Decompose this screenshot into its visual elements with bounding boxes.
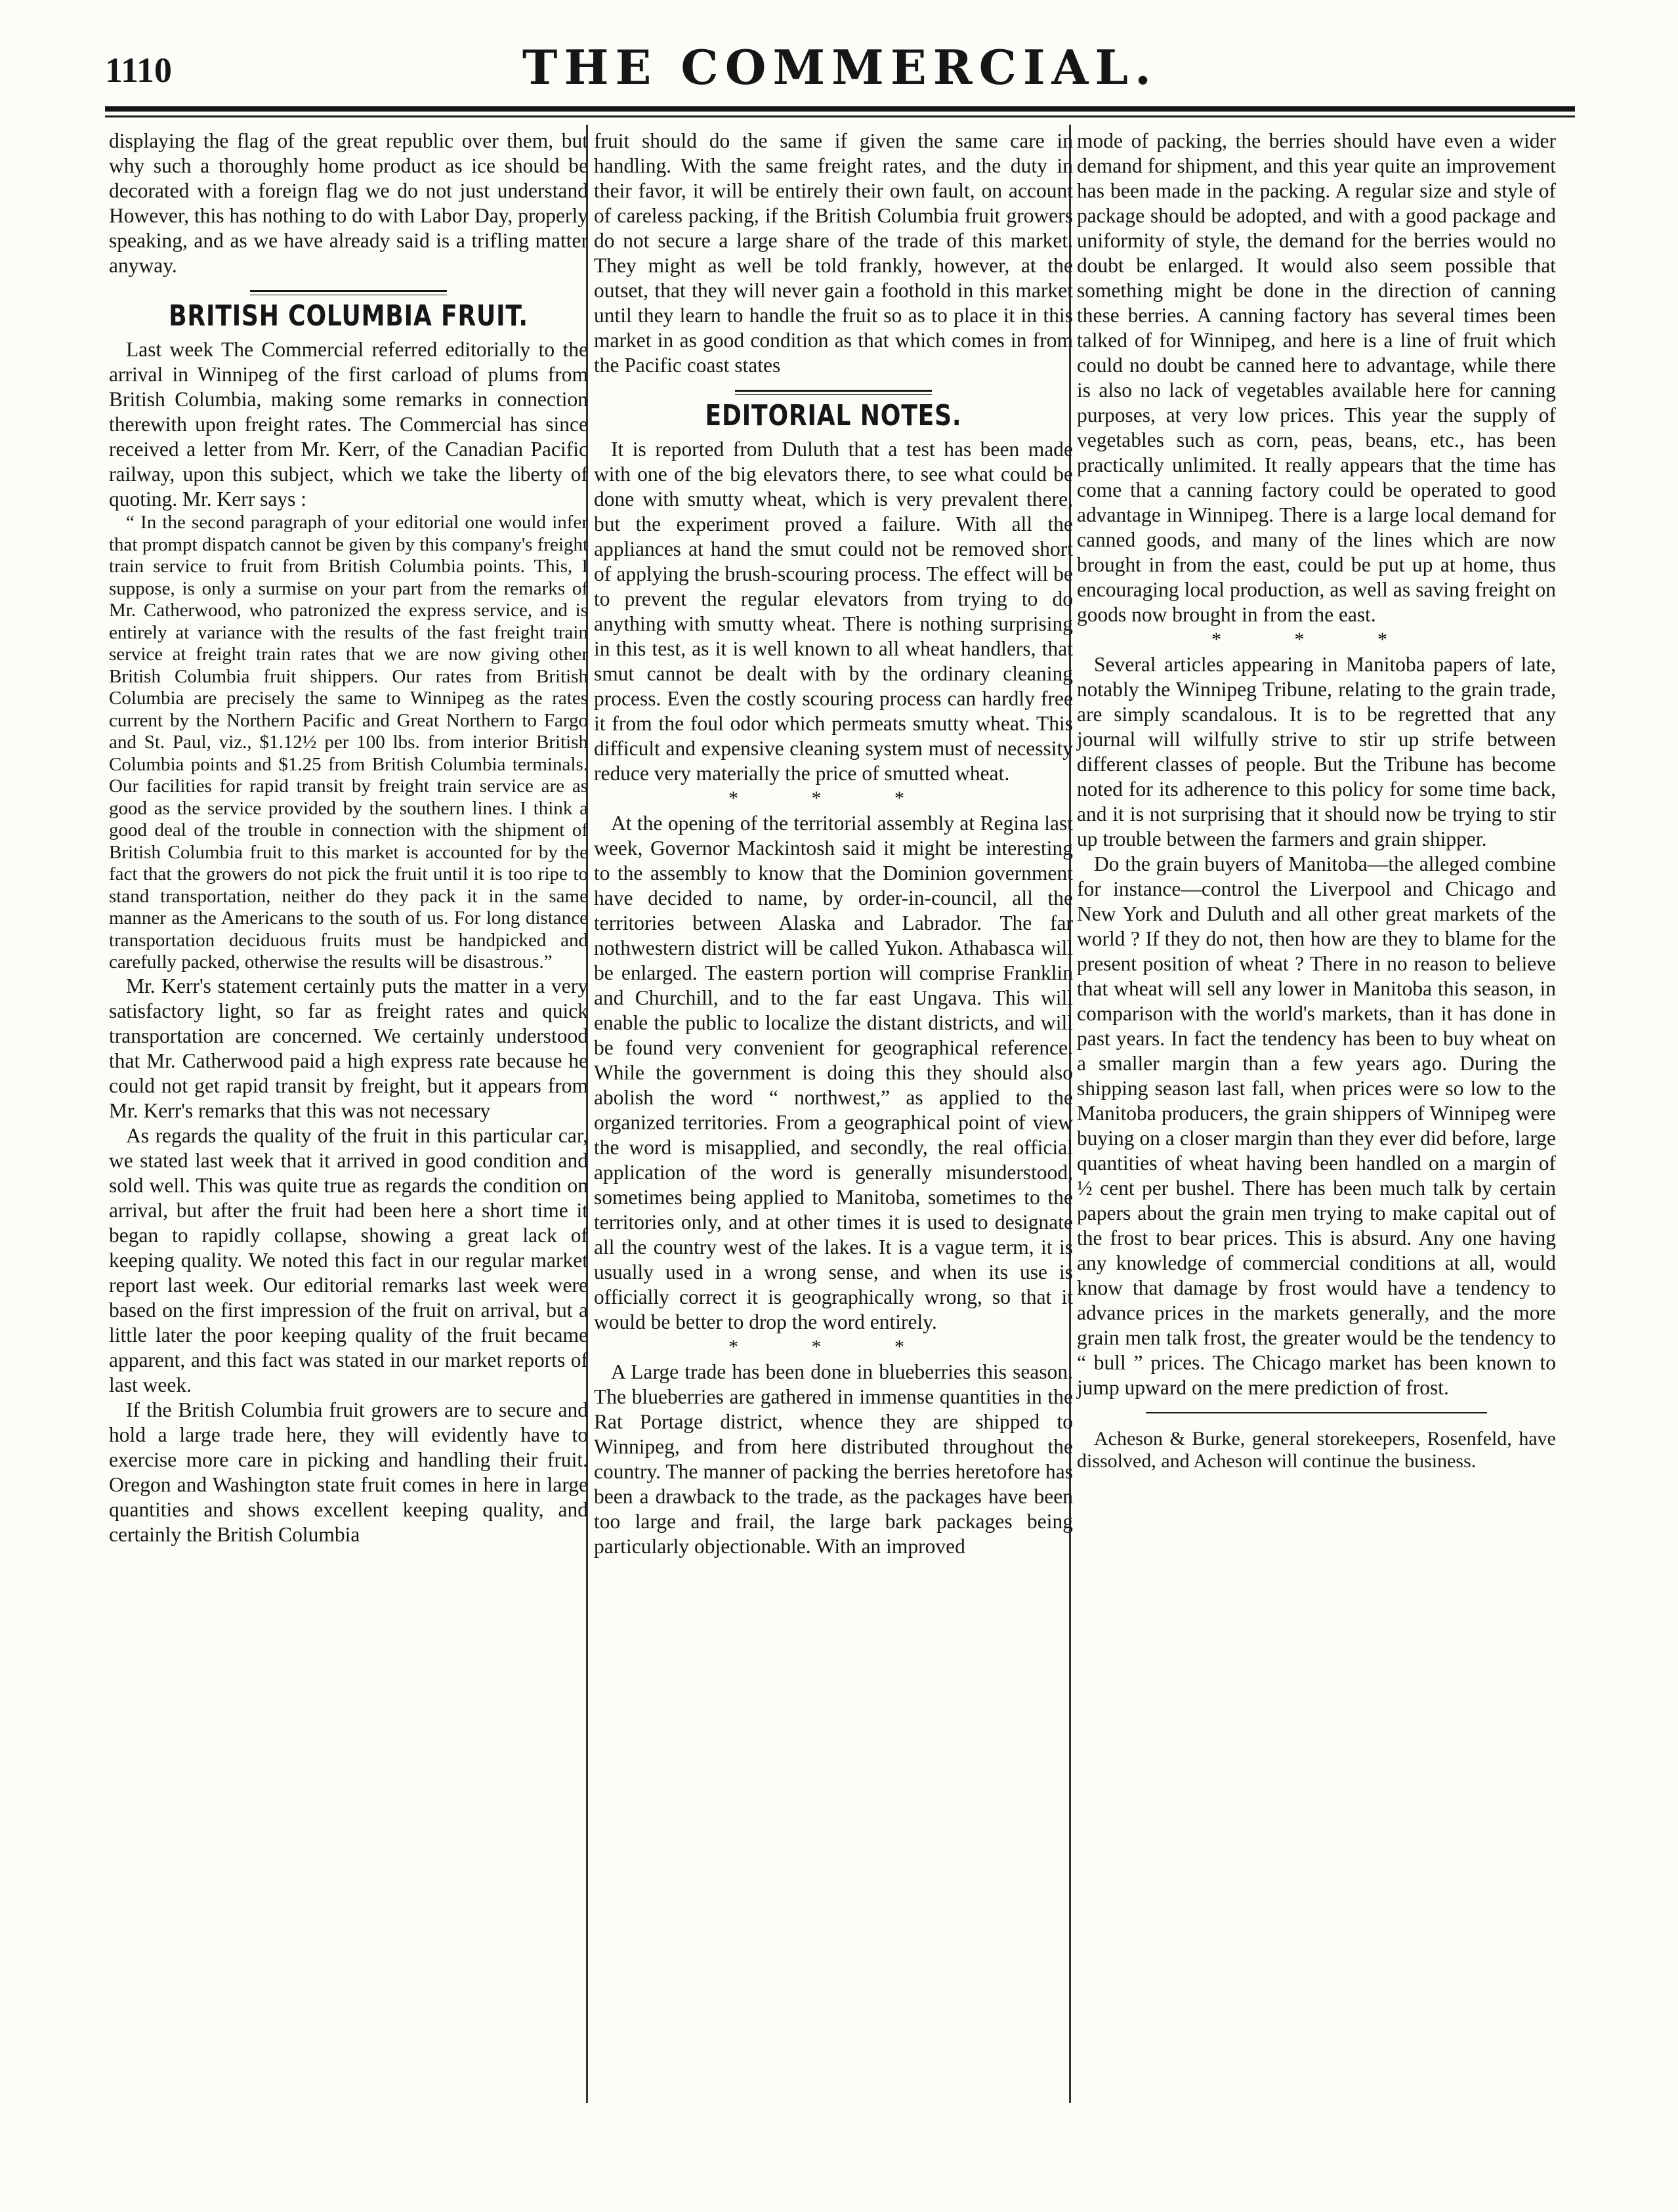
article-heading-editorial-notes: EDITORIAL NOTES.	[705, 399, 962, 432]
editorial-note: A Large trade has been done in blueberries this season. The blueberries are gathered in immense quantities in the Rat Portage district, whence they are shipped to Winnipeg, and from here distributed throughout the country. The manner of packing the berries heretofore has been a drawback to the trade, as the packages have been too large and frail, the large bark packages being particularly objectionable. With an improved	[594, 1360, 1073, 1558]
page-header	[105, 37, 1575, 102]
continued-paragraph: fruit should do the same if given the same care in handling. With the same freight rates, and the duty in their favor, it will be entirely their own fault, on account of careless packing, if the British Columbia fruit growers do not secure a large share of the trade of this market. They might as well be told frankly, however, at the outset, that they will never gain a foothold in this market until they learn to handle the fruit so as to place it in this market in as good condition as that which comes in from the Pacific coast states	[594, 129, 1073, 377]
section-rule	[1146, 1412, 1487, 1413]
page-number: 1110	[105, 51, 173, 90]
quoted-letter: “ In the second paragraph of your editorial one would infer that prompt dispatch cannot be given by this company's freight train service to fruit from British Columbia points. This, I suppose, is only a surmise on your part from the remarks of Mr. Catherwood, who patronized the express service, and is entirely at variance with the results of the fast freight train service at freight train rates that we are now giving other British Columbia fruit shippers. Our rates from British Columbia are precisely the same to Winnipeg as the rates current by the Northern Pacific and Great Northern to Fargo and St. Paul, viz., $1.12½ per 100 lbs. from interior British Columbia points and $1.25 from British Columbia terminals. Our facilities for rapid transit by freight train service are as good as the service provided by the southern lines. I think a good deal of the trouble in connection with the shipment of British Columbia fruit to this market is accounted for by the fact that the growers do not pick the fruit until it is too ripe to stand transportation, neither do they pack it in the same manner as the Americans to the south of us. For long distance transportation deciduous fruits must be handpicked and carefully packed, otherwise the results will be disastrous.”	[109, 512, 588, 972]
header-rule-thin	[105, 115, 1575, 117]
article-paragraph: Last week The Commercial referred editorially to the arrival in Winnipeg of the first carload of plums from British Columbia, making some remarks in connection therewith upon freight rates. The Commercial has since received a letter from Mr. Kerr, of the Canadian Pacific railway, upon this subject, which we take the liberty of quoting. Mr. Kerr says :	[109, 338, 588, 511]
business-notice: Acheson & Burke, general storekeepers, Rosenfeld, have dissolved, and Acheson will continue the business.	[1077, 1428, 1556, 1472]
column-2	[594, 129, 1073, 1559]
article-paragraph: If the British Columbia fruit growers are to secure and hold a large trade here, they will evidently have to exercise more care in picking and handling their fruit. Oregon and Washington state fruit comes in here in large quantities and shows excellent keeping quality, and certainly the British Columbia	[109, 1398, 588, 1546]
article-paragraph: As regards the quality of the fruit in this particular car, we stated last week that it arrived in good condition and sold well. This was quite true as regards the condition on arrival, but after the fruit had been here a short time it began to rapidly collapse, showing a great lack of keeping quality. We noted this fact in our regular market report last week. Our editorial remarks last week were based on the first impression of the fruit on arrival, but a little later the poor keeping quality of the fruit became apparent, and this fact was stated in our market reports of last week.	[109, 1123, 588, 1396]
asterism-divider: * * *	[728, 1336, 938, 1358]
masthead-title: THE COMMERCIAL.	[522, 39, 1158, 95]
header-rule-thick	[105, 106, 1575, 112]
column-3	[1077, 129, 1556, 1472]
asterism-divider: * * *	[1211, 629, 1421, 650]
article-heading-bc-fruit: BRITISH COLUMBIA FRUIT.	[169, 299, 528, 333]
section-rule	[735, 390, 932, 395]
editorial-note: At the opening of the territorial assembly at Regina last week, Governor Mackintosh said it might be interesting to the assembly to know that the Dominion government have decided to name, by order-in-council, all the territories between Alaska and Labrador. The far nothwestern district will be called Yukon. Athabasca will be enlarged. The eastern portion will comprise Franklin and Churchill, and to the far east Ungava. This will enable the public to localize the distant districts, and will be found very convenient for geographical reference. While the government is doing this they should also abolish the word “ northwest,” as applied to the organized territories. From a geographical point of view the word is misapplied, and secondly, the real official application of the word is generally misunderstood, sometimes being applied to Manitoba, sometimes to the territories only, and at other times it is used to designate all the country west of the lakes. It is a vague term, it is usually used in a wrong sense, and when its use is officially correct it is geographically wrong, so that it would be better to drop the word entirely.	[594, 812, 1073, 1333]
column-1	[109, 129, 588, 1547]
editorial-note: Several articles appearing in Manitoba papers of late, notably the Winnipeg Tribune, relating to the grain trade, are simply scandalous. It is to be regretted that any journal will wilfully strive to stir up strife between different classes of people. But the Tribune has become noted for its adherence to this policy for some time back, and it is not surprising that it should now be trying to stir up trouble between the farmers and grain shipper.	[1077, 653, 1556, 850]
asterism-divider: * * *	[728, 787, 938, 809]
continued-paragraph: mode of packing, the berries should have even a wider demand for shipment, and this year quite an improvement has been made in the packing. A regular size and style of package should be adopted, and with a good package and uniformity of style, the demand for the berries would no doubt be enlarged. It would also seem possible that something might be done in the direction of canning these berries. A canning factory has several times been talked of for Winnipeg, and here is a line of fruit which could no doubt be canned here to advantage, while there is also no lack of vegetables available here for canning purposes, at very low prices. This year the supply of vegetables such as corn, peas, beans, etc., has been practically unlimited. It really appears that the time has come that a canning factory could be operated to good advantage in Winnipeg. There is a large local demand for canned goods, and many of the lines which are now brought in from the east, could be put up at home, thus encouraging local production, as well as saving freight on goods now brought in from the east.	[1077, 129, 1556, 626]
editorial-note: It is reported from Duluth that a test has been made with one of the big elevators there, to see what could be done with smutty wheat, which is very prevalent there, but the experiment proved a failure. With all the appliances at hand the smut could not be removed short of applying the brush-scouring process. The effect will be to prevent the regular elevators from trying to do anything with smutty wheat. There is nothing surprising in this test, as it is well known to all wheat handlers, that smut cannot be dealt with by the ordinary cleaning process. Even the costly scouring process can hardly free it from the foul odor which permeats smutty wheat. This difficult and expensive cleaning system must of necessity reduce very materially the price of smutted wheat.	[594, 438, 1073, 785]
continued-paragraph: displaying the flag of the great republic over them, but why such a thoroughly home product as ice should be decorated with a foreign flag we do not just understand However, this has nothing to do with Labor Day, properly speaking, and as we have already said is a trifling matter anyway.	[109, 129, 588, 277]
section-rule	[250, 290, 447, 295]
editorial-note: Do the grain buyers of Manitoba—the alleged combine for instance—control the Liverpool and Chicago and New York and Duluth and all other great markets of the world ? If they do not, then how are they to blame for the present position of wheat ? There in no reason to believe that wheat will sell any lower in Manitoba this season, in comparison with the world's markets, than it has done in past years. In fact the tendency has been to buy wheat on a smaller margin than a few years ago. During the shipping season last fall, when prices were so low to the Manitoba producers, the grain shippers of Winnipeg were buying on a closer margin than they ever did before, large quantities of wheat having been handled on a margin of ½ cent per bushel. There has been much talk by certain papers about the grain men trying to make capital out of the frost to bear prices. This is absurd. Any one having any knowledge of commercial conditions at all, would know that damage by frost would have a tendency to advance prices in the markets generally, and the more grain men talk frost, the greater would be the tendency to “ bull ” prices. The Chicago market has been known to jump upward on the mere prediction of frost.	[1077, 852, 1556, 1399]
article-paragraph: Mr. Kerr's statement certainly puts the matter in a very satisfactory light, so far as freight rates and quick transportation are concerned. We certainly understood that Mr. Catherwood paid a high express rate because he could not get rapid transit by freight, but it appears from Mr. Kerr's remarks that this was not necessary	[109, 974, 588, 1122]
